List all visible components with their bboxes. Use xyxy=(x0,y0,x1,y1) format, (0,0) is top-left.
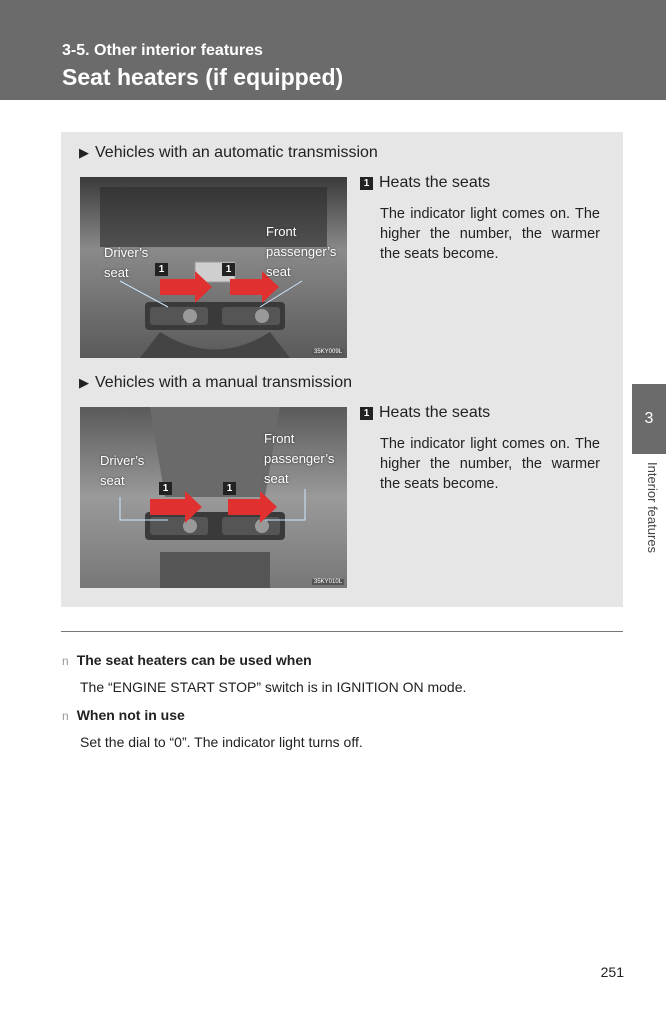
note-heading: n The seat heaters can be used when xyxy=(62,652,312,668)
caption-body: The indicator light comes on. The higher the number, the warmer the seats become. xyxy=(380,206,600,262)
caption-head: Heats the seats xyxy=(379,404,491,421)
image-code: 35KY010L xyxy=(314,579,343,585)
callout-badge: 1 xyxy=(159,482,172,495)
callout-badge: 1 xyxy=(222,263,235,276)
note-body: The “ENGINE START STOP” switch is in IGNITION ON mode. xyxy=(80,679,467,695)
caption-head: Heats the seats xyxy=(379,174,491,191)
note-body: Set the dial to “0”. The indicator light turns off. xyxy=(80,734,363,750)
note-heading: n When not in use xyxy=(62,707,185,723)
page-title: Seat heaters (if equipped) xyxy=(62,64,344,90)
caption-body: The indicator light comes on. The higher the number, the warmer the seats become. xyxy=(380,436,600,492)
triangle-bullet-icon: ▶ xyxy=(79,375,89,390)
section-title: 3-5. Other interior features xyxy=(62,42,263,59)
photo-automatic xyxy=(80,177,347,358)
chapter-number: 3 xyxy=(644,410,654,427)
note-bullet-icon: n xyxy=(62,654,69,668)
passenger-seat-label: Front passenger’s seat xyxy=(264,431,335,486)
illustration-panel xyxy=(61,132,623,607)
page-number: 251 xyxy=(600,964,624,980)
note-bullet-icon: n xyxy=(62,709,69,723)
page-header xyxy=(0,0,666,100)
photo-manual xyxy=(80,407,347,588)
driver-seat-label: Driver’s seat xyxy=(100,453,145,488)
caption-number-badge: 1 xyxy=(360,177,373,190)
chapter-tab xyxy=(632,384,666,454)
caption-automatic xyxy=(360,174,600,264)
divider xyxy=(61,631,623,632)
caption-number-badge: 1 xyxy=(360,407,373,420)
triangle-bullet-icon: ▶ xyxy=(79,145,89,160)
callout-badge: 1 xyxy=(223,482,236,495)
passenger-seat-label: Front passenger’s seat xyxy=(266,224,337,279)
variant-manual-label: ▶ Vehicles with a manual transmission xyxy=(79,374,353,391)
chapter-label: Interior features xyxy=(645,462,660,554)
image-code: 35KY009L xyxy=(314,349,343,355)
callout-badge: 1 xyxy=(155,263,168,276)
variant-automatic-label: ▶ Vehicles with an automatic transmission xyxy=(79,144,378,161)
caption-manual xyxy=(360,404,600,494)
driver-seat-label: Driver’s seat xyxy=(104,245,149,280)
